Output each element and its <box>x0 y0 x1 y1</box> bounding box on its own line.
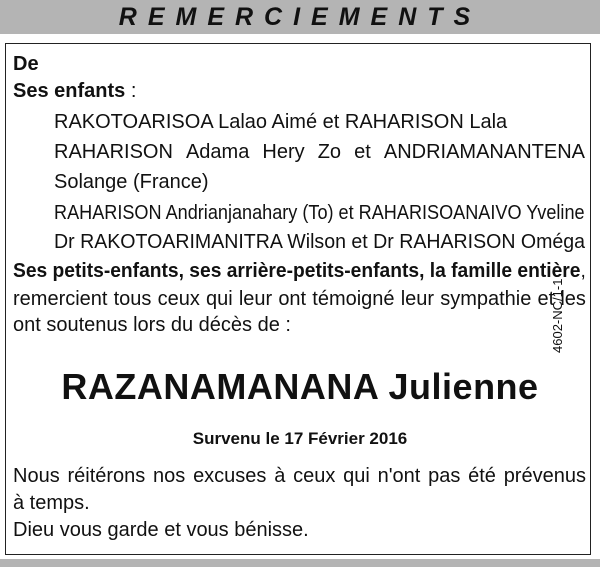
child-line: Dr RAKOTOARIMANITRA Wilson et Dr RAHARISON Oméga <box>54 231 586 253</box>
blessing: Dieu vous garde et vous bénisse. <box>13 519 309 541</box>
children-heading-colon: : <box>125 80 137 102</box>
child-line: RAKOTOARISOA Lalao Aimé et RAHARISON Lala <box>54 111 508 133</box>
death-date: Survenu le 17 Février 2016 <box>192 429 408 448</box>
apology-word: Nous <box>13 465 60 487</box>
thanks-word: les <box>560 288 586 310</box>
apology-word: été <box>468 465 496 487</box>
children-heading-line <box>13 79 136 103</box>
apology-line-1 <box>13 464 586 488</box>
family-line: Ses petits-enfants, ses arrière-petits-enfants, la famille entière <box>13 260 581 282</box>
children-heading: Ses enfants <box>13 80 126 102</box>
notice-title: REMERCIEMENTS <box>118 3 482 31</box>
child-line-word: et <box>354 141 371 163</box>
apology-word: n'ont <box>377 465 421 487</box>
deceased-name: RAZANAMANANA Julienne <box>61 366 539 407</box>
apology-word: qui <box>343 465 370 487</box>
child-line-word: RAHARISON <box>54 141 173 163</box>
thanks-line-2: ont soutenus lors du décès de : <box>13 314 291 336</box>
child-line-word: Zo <box>317 141 342 163</box>
reference-code: 4602-NC/1-1 <box>550 278 565 353</box>
thanks-word: remercient <box>13 288 108 310</box>
child-line-word: ANDRIAMANANTENA <box>383 141 585 163</box>
thanks-word: témoigné <box>312 288 395 310</box>
thanks-word: et <box>537 288 555 310</box>
child-line-word: Hery <box>262 141 305 163</box>
deceased-name-wrap <box>0 365 600 409</box>
apology-word: prévenus <box>503 465 586 487</box>
thanks-word: leur <box>400 288 435 310</box>
family-line-comma: , <box>580 260 586 282</box>
from-label: De <box>13 53 39 75</box>
thanks-word: sympathie <box>440 288 532 310</box>
thanks-line-1 <box>13 287 586 311</box>
thanks-word: leur <box>238 288 273 310</box>
thanks-word: tous <box>113 288 152 310</box>
thanks-word: ceux <box>157 288 200 310</box>
apology-word: nos <box>153 465 186 487</box>
child-line: RAHARISON Andrianjanahary (To) et RAHARISOANAIVO Yveline <box>54 202 585 224</box>
thanks-word: ont <box>278 288 307 310</box>
child-line-justified <box>54 140 585 164</box>
apology-line-2: à temps. <box>13 492 90 514</box>
apology-word: excuses <box>193 465 267 487</box>
apology-word: pas <box>428 465 461 487</box>
child-line: Solange (France) <box>54 171 209 193</box>
apology-word: à <box>274 465 286 487</box>
footer-band <box>0 559 600 567</box>
thanks-word: qui <box>205 288 233 310</box>
family-line-wrap <box>13 259 586 283</box>
apology-word: réitérons <box>67 465 146 487</box>
apology-word: ceux <box>293 465 336 487</box>
child-line-word: Adama <box>185 141 250 163</box>
